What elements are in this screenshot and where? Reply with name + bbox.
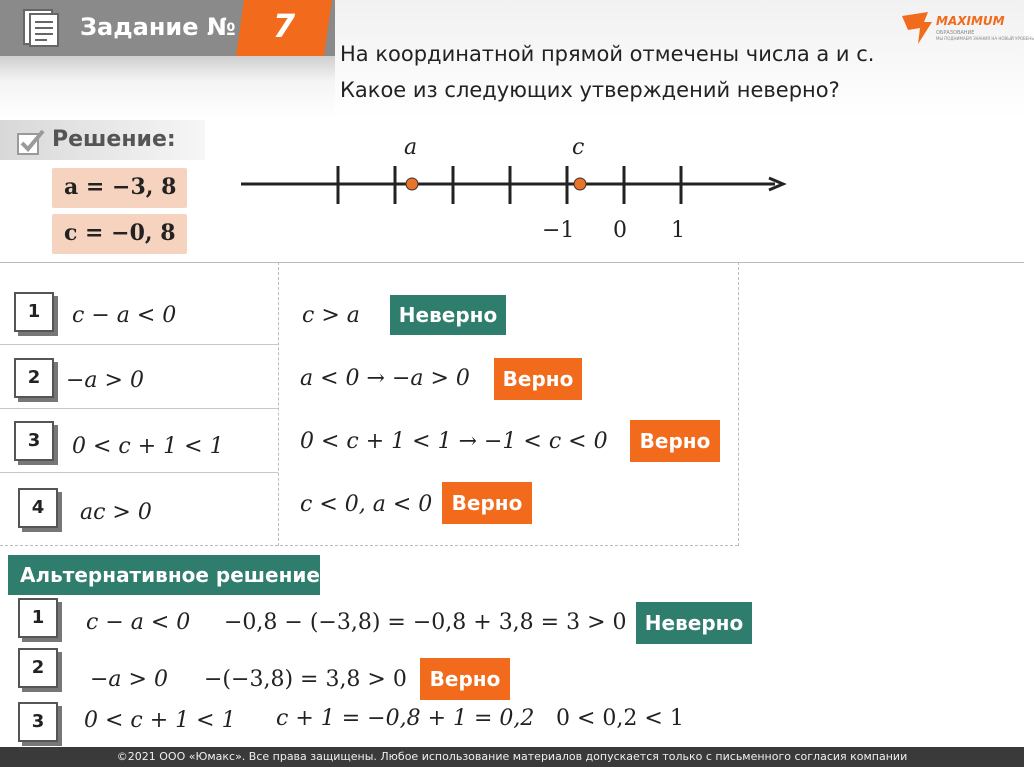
logo-subtext-1: ОБРАЗОВАНИЕ: [936, 30, 975, 36]
question-line-2: Какое из следующих утверждений неверно?: [340, 78, 840, 102]
point-a-label: a: [404, 135, 418, 160]
alt-statement-2: −a > 0: [90, 667, 168, 692]
task-label: Задание №: [80, 13, 236, 41]
alt-calc-1: −0,8 − (−3,8) = −0,8 + 3,8 = 3 > 0: [224, 610, 627, 635]
reasoning-3: 0 < c + 1 < 1 → −1 < c < 0: [300, 429, 608, 454]
alt-number-1: 1: [18, 598, 58, 638]
alt-verdict-badge-1: Неверно: [636, 602, 752, 644]
tick-label-1: 1: [671, 218, 685, 243]
solution-label: Решение:: [52, 127, 176, 152]
verdict-badge-4: Верно: [442, 482, 532, 524]
alt-calc-3b: 0 < 0,2 < 1: [556, 706, 684, 731]
alt-number-3: 3: [18, 702, 58, 742]
reasoning-4: c < 0, a < 0: [300, 492, 433, 517]
verdict-badge-3: Верно: [630, 420, 720, 462]
alt-calc-2: −(−3,8) = 3,8 > 0: [204, 667, 407, 692]
task-number: 7: [272, 7, 296, 45]
alternative-solution-title: Альтернативное решение: [8, 555, 320, 595]
question-line-1: На координатной прямой отмечены числа a и c.: [340, 42, 875, 66]
alt-verdict-badge-2: Верно: [420, 658, 510, 700]
number-line: [235, 160, 795, 220]
point-c-label: c: [572, 135, 585, 160]
statement-4: ac > 0: [80, 500, 152, 525]
logo-subtext-2: МЫ ПОДНИМАЕМ ЗНАНИЯ НА НОВЫЙ УРОВЕНЬ: [936, 36, 1034, 41]
table-divider: [278, 262, 279, 546]
verdict-badge-1: Неверно: [390, 295, 506, 335]
statement-3: 0 < c + 1 < 1: [72, 434, 224, 459]
reasoning-2: a < 0 → −a > 0: [300, 366, 470, 391]
reasoning-1: c > a: [302, 303, 360, 328]
statement-number-1: 1: [14, 292, 54, 332]
alt-calc-3: c + 1 = −0,8 + 1 = 0,2: [276, 706, 535, 731]
checkbox-icon: [16, 128, 46, 156]
statement-number-4: 4: [18, 488, 58, 528]
table-bottom-border: [0, 545, 738, 546]
tick-label-minus-1: −1: [542, 218, 575, 243]
row-separator: [0, 344, 278, 345]
logo-text: MAXIMUM: [936, 14, 1005, 28]
maximum-logo: [898, 8, 1034, 52]
statement-number-3: 3: [14, 421, 54, 461]
alt-statement-1: c − a < 0: [86, 610, 191, 635]
statement-2: −a > 0: [66, 368, 144, 393]
alt-statement-3: 0 < c + 1 < 1: [84, 708, 236, 733]
verdict-badge-2: Верно: [494, 358, 582, 400]
statement-number-2: 2: [14, 358, 54, 398]
a-value: a = −3, 8: [64, 174, 177, 200]
footer-copyright: ©2021 ООО «Юмакс». Все права защищены. Любое использование материалов допускается только с письменного согласия компании: [0, 747, 1024, 767]
statement-1: c − a < 0: [72, 303, 177, 328]
row-separator: [0, 408, 278, 409]
table-right-border: [738, 262, 739, 546]
header-shade: [0, 56, 335, 118]
point-a: [406, 178, 418, 190]
row-separator: [0, 472, 278, 473]
point-c: [574, 178, 586, 190]
alt-number-2: 2: [18, 648, 58, 688]
table-top-border: [0, 262, 1024, 263]
tick-label-0: 0: [613, 218, 627, 243]
document-icon: [20, 8, 64, 48]
c-value: c = −0, 8: [64, 220, 176, 246]
